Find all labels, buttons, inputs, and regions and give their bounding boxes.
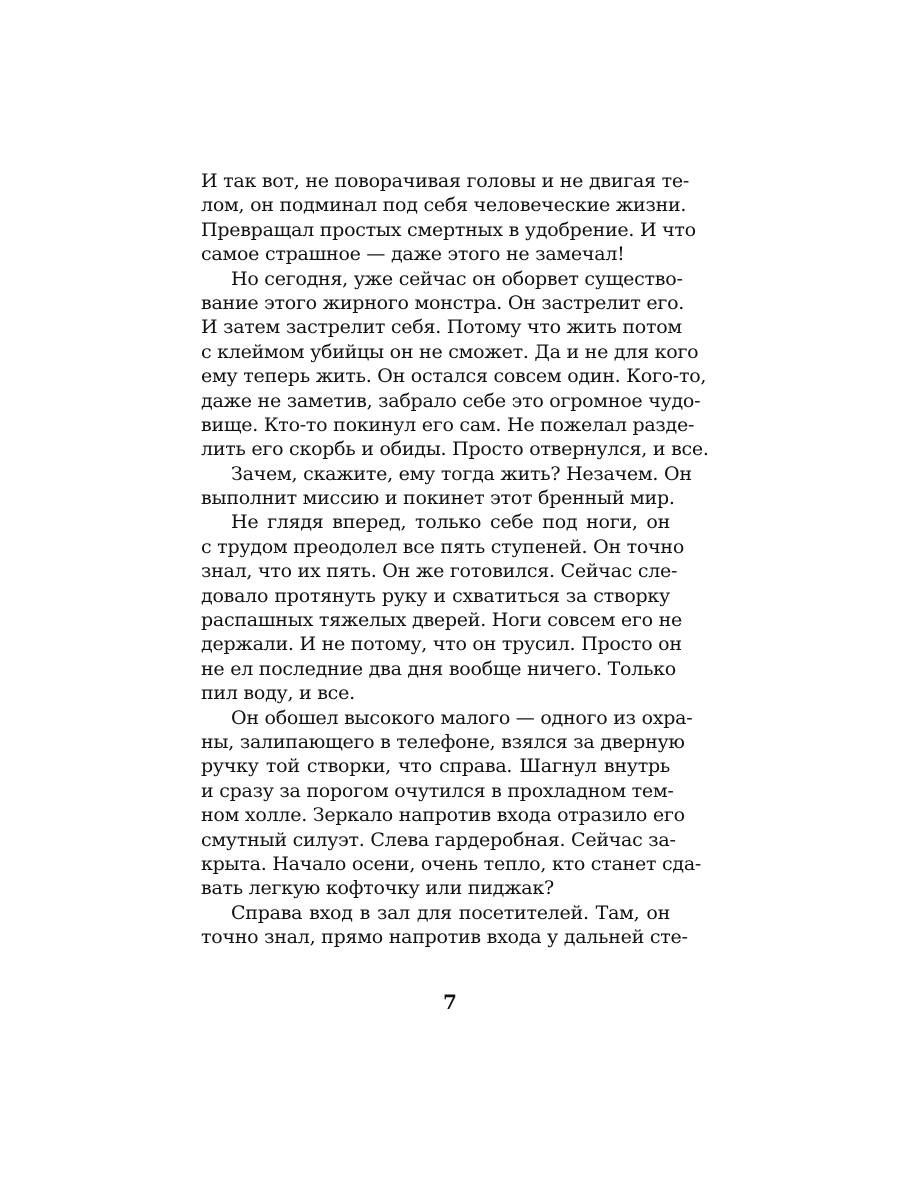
text-line: с клеймом убийцы он не сможет. Да и не для кого — [201, 340, 699, 363]
text-line: вание этого жирного монстра. Он застрелит его. — [201, 291, 685, 314]
text-line: Справа вход в зал для посетителей. Там, он — [231, 901, 670, 924]
text-line: и сразу за порогом очутился в прохладном тем- — [201, 779, 674, 802]
paragraph — [201, 267, 709, 462]
text-line: с трудом преодолел все пять ступеней. Он точно — [201, 535, 685, 558]
text-line: не ел последние два дня вообще ничего. Только — [201, 657, 676, 680]
text-line: точно знал, прямо напротив входа у дальней сте- — [201, 926, 688, 949]
text-line: Но сегодня, уже сейчас он оборвет существо- — [231, 267, 683, 290]
text-line: знал, что их пять. Он же готовился. Сейчас сле- — [201, 560, 678, 583]
body-text — [201, 169, 709, 950]
text-line: выполнит миссию и покинет этот бренный мир. — [201, 487, 675, 510]
text-line: даже не заметив, забрало себе это огромное чудо- — [201, 389, 701, 412]
text-line: ном холле. Зеркало напротив входа отразило его — [201, 804, 685, 827]
paragraph — [201, 706, 702, 901]
text-line: держали. И не потому, что он трусил. Просто он — [201, 633, 682, 656]
text-line: довало протянуть руку и схватиться за створку — [201, 584, 670, 607]
text-line: самое страшное — даже этого не замечал! — [201, 243, 625, 266]
text-line: И так вот, не поворачивая головы и не двигая те- — [201, 170, 689, 192]
text-line: вище. Кто-то покинул его сам. Не пожелал разде- — [201, 413, 695, 436]
text-line: Зачем, скажите, ему тогда жить? Незачем. Он — [231, 462, 692, 485]
paragraph — [201, 510, 685, 705]
text-line: вать легкую кофточку или пиджак? — [201, 877, 554, 900]
text-line: Не глядя вперед, только себе под ноги, он — [231, 511, 670, 534]
text-line: пил воду, и все. — [201, 682, 355, 705]
text-line: ему теперь жить. Он остался совсем один. Кого-то, — [201, 365, 707, 388]
text-line: лить его скорбь и обиды. Просто отвернулся, и все. — [201, 438, 709, 461]
text-line: Превращал простых смертных в удобрение. И что — [201, 218, 696, 241]
paragraph — [201, 901, 688, 950]
paragraph — [201, 169, 696, 267]
text-line: крыта. Начало осени, очень тепло, кто станет сда- — [201, 852, 702, 875]
text-line: И затем застрелит себя. Потому что жить потом — [201, 316, 682, 339]
page-number: 7 — [443, 990, 457, 1014]
paragraph — [201, 462, 692, 511]
text-line: смутный силуэт. Слева гардеробная. Сейчас за- — [201, 828, 676, 851]
text-line: Он обошел высокого малого — одного из охра- — [231, 706, 693, 729]
text-line: ручку той створки, что справа. Шагнул внутрь — [201, 755, 670, 778]
text-line: ны, залипающего в телефоне, взялся за дверную — [201, 730, 685, 753]
text-line: лом, он подминал под себя человеческие жизни. — [201, 194, 687, 217]
text-line: распашных тяжелых дверей. Ноги совсем его не — [201, 609, 683, 632]
